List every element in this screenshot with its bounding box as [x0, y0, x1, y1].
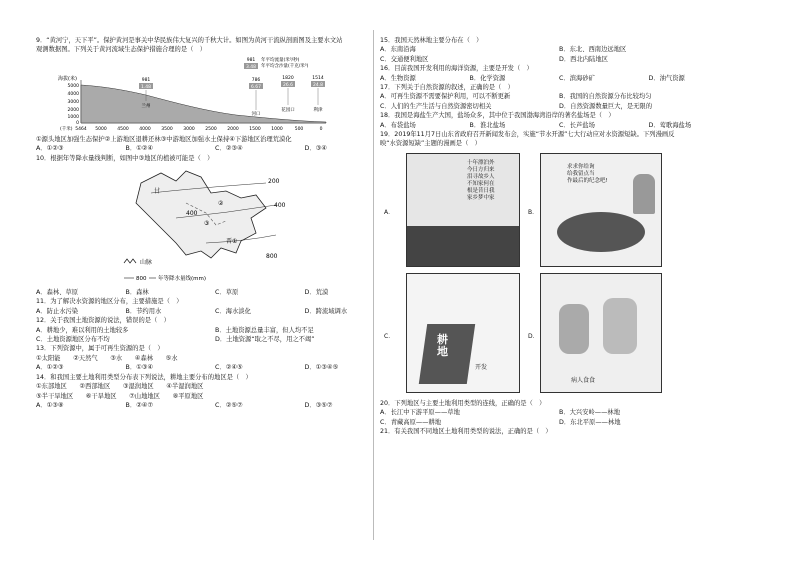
precipitation-map — [116, 163, 316, 288]
option-a[interactable]: A．耕地少，难以利用的土地较多 — [36, 326, 129, 334]
option-a[interactable]: A．生物资源 — [380, 74, 416, 82]
label-a[interactable]: A． — [384, 208, 395, 216]
option-b[interactable]: B．淮北盐场 — [469, 121, 506, 129]
label-2: ② — [218, 200, 224, 208]
option-b[interactable]: B．我国的自然资源分布比较均匀 — [559, 93, 652, 101]
option-c[interactable]: C．草原 — [215, 289, 239, 297]
xtick: 500 — [294, 126, 304, 132]
station-name: 花园口 — [281, 107, 295, 113]
xtick: 3000 — [183, 126, 195, 132]
station-sand: 3.48 — [245, 64, 257, 70]
option-d[interactable]: D．莺歌海盐场 — [648, 121, 692, 129]
question-12 — [36, 316, 394, 344]
xtick: 4000 — [139, 126, 151, 132]
iso-400b: 400 — [186, 210, 198, 218]
xtick: 1000 — [271, 126, 283, 132]
option-c[interactable]: C．②⑤⑦ — [215, 401, 243, 409]
x-unit: (千米) — [60, 126, 73, 132]
q17-stem: 17．下列关于自然资源的叙述，正确的是（ ） — [380, 84, 514, 92]
option-d[interactable]: D．①③④⑤ — [304, 364, 339, 372]
ytick: 5000 — [67, 83, 79, 89]
cartoon-a-text: 十年漂泊外 今日方归来 泪寻故乡人 不知家何在 根是昔日我 家乡梦中家 — [467, 159, 495, 201]
ytick: 4000 — [67, 91, 79, 97]
question-9 — [36, 36, 394, 154]
option-b[interactable]: B．森林 — [125, 289, 149, 297]
svg-text:山脉: 山脉 — [140, 259, 153, 267]
question-13 — [36, 344, 394, 372]
q13-items: ①太阳能 ②天然气 ③水 ④森林 ⑤水 — [36, 354, 178, 362]
option-c[interactable]: C．长芦盐场 — [559, 121, 595, 129]
q14-stem: 14．和我国主要土地利用类型分布表下列说法，耕地主要分布的地区是（ ） — [36, 373, 252, 381]
q19-cartoons — [380, 149, 738, 399]
mountain-legend — [124, 258, 152, 266]
option-a[interactable]: A．东南沿海 — [380, 46, 416, 54]
q12-options-row1 — [36, 326, 394, 335]
option-d[interactable]: D．西北内陆地区 — [559, 55, 608, 63]
q16-options — [380, 74, 738, 83]
station-name: 利津 — [313, 107, 323, 113]
question-15 — [380, 36, 738, 64]
q12-stem: 12．关于我国土地资源的说法，错误的是（ ） — [36, 317, 170, 325]
option-c[interactable]: C．②③④ — [215, 145, 243, 153]
iso-400: 400 — [274, 202, 286, 210]
iso-200: 200 — [268, 178, 280, 186]
question-20 — [380, 399, 738, 427]
q16-stem: 16．目前我国开发利用的海洋资源，主要是开发（ ） — [380, 65, 533, 73]
q20-options-row2 — [380, 418, 738, 427]
q14-options — [36, 401, 394, 410]
right-column — [380, 36, 738, 437]
question-11 — [36, 297, 394, 316]
svg-text:年等降水量线(mm): 年等降水量线(mm) — [158, 276, 207, 283]
q19-stem-2: 映“水资源短缺”主题的漫画是（ ） — [380, 140, 481, 148]
station-flow: 1514 — [312, 75, 324, 81]
option-a[interactable]: A．防止水污染 — [36, 307, 79, 315]
legend-sand: 年平均含沙量(千克/米³) — [261, 63, 309, 69]
option-a[interactable]: A．森林、草原 — [36, 289, 79, 297]
option-d[interactable]: D．③⑤⑦ — [304, 401, 333, 409]
isoline-legend — [124, 274, 206, 282]
iso-800: 800 — [266, 253, 278, 261]
option-d[interactable]: D．跨流域调水 — [304, 307, 348, 315]
option-d[interactable]: D．土地资源“取之不尽，用之不竭” — [215, 336, 315, 344]
cartoon-b-text: 求求你给询 给我留点当 作最后的纪念吧! — [567, 163, 608, 184]
label-b[interactable]: B． — [528, 208, 539, 216]
option-d[interactable]: D．油气资源 — [648, 74, 685, 82]
option-b[interactable]: B．①③④ — [125, 364, 154, 372]
xtick: 2000 — [227, 126, 239, 132]
q12-options-row2 — [36, 335, 394, 344]
label-3: ③ — [204, 220, 210, 228]
xtick: 5464 — [75, 126, 87, 132]
chart-ylabel: 海拔(米) — [58, 75, 77, 82]
question-16 — [380, 64, 738, 83]
cartoon-c-text: 耕 地 — [437, 332, 448, 358]
station-name: 河口 — [251, 111, 261, 117]
q21-stem: 21．有关我国不同地区土地利用类型的说法，正确的是（ ） — [380, 428, 552, 436]
question-17 — [380, 83, 738, 111]
q9-stem-2: 观测数据图。下列关于黄河流域生态保护措施合理的是（ ） — [36, 46, 207, 54]
q9-options — [36, 144, 394, 153]
q10-options — [36, 288, 394, 297]
cartoon-c-develop: 开发 — [475, 363, 488, 371]
option-d[interactable]: D．荒漠 — [304, 289, 329, 297]
option-a[interactable]: A．①②③ — [36, 145, 64, 153]
river-profile — [81, 85, 326, 123]
option-a[interactable]: A．①②③ — [36, 364, 64, 372]
question-14 — [36, 373, 394, 411]
question-10 — [36, 154, 394, 298]
option-b[interactable]: B．东北、西南边远地区 — [559, 46, 627, 54]
q19-stem-1: 19．2019年11月7日山东省政府召开新闻发布会，实施“节水开源”七大行动应对水资源短缺。下列漫画反 — [380, 131, 675, 139]
q18-stem: 18．我国是海盐生产大国，盐场众多，其中位于我国渤海湾沿岸的著名盐场是（ ） — [380, 112, 615, 120]
option-b[interactable]: B．土地资源总量丰富，但人均不足 — [215, 326, 314, 334]
q9-statement: ①源头地区加强生态保护②上游地区退耕还林③中游地区加强水土保持④下游地区治理荒漠化 — [36, 135, 292, 143]
station-flow: 786 — [251, 77, 261, 83]
option-c[interactable]: C．交通便利地区 — [380, 55, 429, 63]
option-b[interactable]: B．大兴安岭——林地 — [559, 409, 620, 417]
q14-items: ①东部地区 ②西部地区 ③湿润地区 ④半湿润地区 — [36, 383, 204, 391]
ytick: 3000 — [67, 99, 79, 105]
label-c[interactable]: C． — [384, 332, 395, 340]
option-c[interactable]: C．②④⑤ — [215, 364, 243, 372]
xtick: 0 — [319, 126, 323, 132]
q10-stem: 10．根据年等降水量线判断，如图中③地区的植被可能是（ ） — [36, 154, 214, 162]
station-sand: 26.6 — [282, 82, 294, 88]
yellow-river-profile-chart — [56, 55, 356, 135]
option-c[interactable]: C．滨海砂矿 — [559, 74, 595, 82]
q15-options-row1 — [380, 45, 738, 54]
q9-stem-1: 9．“黄河宁，天下平”。保护黄河是事关中华民族伟大复兴的千秋大计。如图为黄河干流纵剖面图及主要水文站 — [36, 37, 343, 44]
station-sand: 6.67 — [250, 84, 262, 90]
option-b[interactable]: B．化学资源 — [469, 74, 506, 82]
label-jin: 晋① — [226, 238, 238, 246]
q14-items2: ⑤半干旱地区 ⑥干旱地区 ⑦山地地区 ⑧平原地区 — [36, 392, 204, 400]
q13-options — [36, 363, 394, 372]
station-flow: 981 — [246, 57, 256, 63]
xtick: 3500 — [161, 126, 173, 132]
q20-stem: 20．下列地区与主要土地利用类型的连线，正确的是（ ） — [380, 399, 546, 407]
xtick: 5000 — [95, 126, 107, 132]
station-sand: 24.8 — [312, 82, 324, 88]
question-19 — [380, 130, 738, 399]
question-18 — [380, 111, 738, 130]
cartoon-d[interactable] — [540, 273, 662, 393]
q17-options-row1 — [380, 92, 738, 101]
q15-options-row2 — [380, 55, 738, 64]
legend-flow: 年平均流量(米³/秒) — [261, 57, 300, 63]
left-column — [36, 36, 394, 410]
xtick: 4500 — [117, 126, 129, 132]
option-a[interactable]: A．可再生资源不需要保护利用，可以不断更新 — [380, 93, 511, 101]
label-gan: 甘 — [154, 188, 161, 196]
option-b[interactable]: B．①②④ — [125, 145, 154, 153]
q11-stem: 11．为了解决水资源的地区分布，主要措施是（ ） — [36, 298, 183, 306]
option-a[interactable]: A．①③⑧ — [36, 401, 64, 409]
option-b[interactable]: B．②④⑦ — [125, 401, 154, 409]
ytick: 1000 — [67, 114, 79, 120]
cartoon-a[interactable] — [406, 153, 520, 267]
option-c[interactable]: C．青藏高原——耕地 — [380, 418, 442, 426]
q20-options-row1 — [380, 408, 738, 417]
cartoon-b[interactable] — [540, 153, 662, 267]
q13-stem: 13．下列资源中，属于可再生资源的是（ ） — [36, 345, 164, 353]
ytick: 2000 — [67, 107, 79, 113]
cartoon-c[interactable] — [406, 273, 520, 393]
option-c[interactable]: C．海水淡化 — [215, 307, 251, 315]
q15-stem: 15．我国天然林地主要分布在（ ） — [380, 37, 483, 44]
q17-options-row2 — [380, 102, 738, 111]
station-sand: 1.48 — [140, 84, 152, 90]
option-c[interactable]: C．人们的生产生活与自然资源密切相关 — [380, 102, 492, 110]
option-d[interactable]: D．东北平原——林地 — [559, 418, 621, 426]
station-name: 兰州 — [141, 103, 151, 109]
label-d[interactable]: D． — [528, 332, 539, 340]
option-d[interactable]: D．③④ — [304, 145, 327, 153]
xtick: 2500 — [205, 126, 217, 132]
option-c[interactable]: C．土地资源地区分布不均 — [36, 336, 110, 344]
cartoon-d-text: 病人食食 — [571, 376, 596, 384]
q11-options — [36, 307, 394, 316]
svg-text:800: 800 — [136, 276, 147, 283]
option-b[interactable]: B．节约用水 — [125, 307, 162, 315]
question-21 — [380, 427, 738, 436]
option-a[interactable]: A．长江中下游平原——草地 — [380, 409, 460, 417]
station-flow: 1820 — [282, 75, 294, 81]
option-d[interactable]: D．自然资源数量巨大，是无限的 — [559, 102, 653, 110]
region-outline — [136, 171, 266, 258]
ytick: 0 — [76, 120, 79, 126]
xtick: 1500 — [249, 126, 261, 132]
q18-options — [380, 121, 738, 130]
station-flow: 981 — [141, 77, 151, 83]
option-a[interactable]: A．布袋盐场 — [380, 121, 416, 129]
